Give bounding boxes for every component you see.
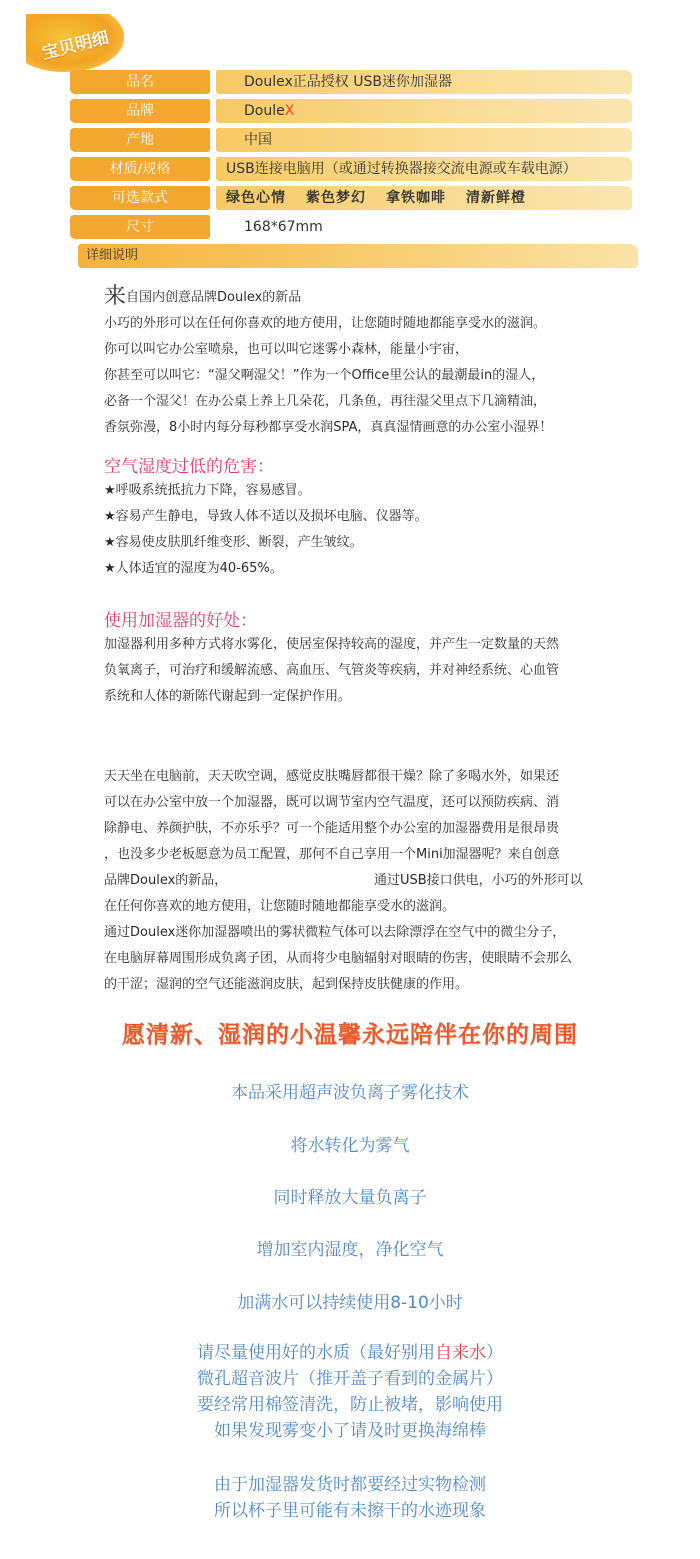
feature-line: 加满水可以持续使用8-10小时 <box>237 1293 463 1313</box>
spec-value <box>216 99 632 123</box>
spec-value: USB连接电脑用（或通过转换器接交流电源或车载电源） <box>216 157 632 181</box>
benefit-line: 加湿器利用多种方式将水雾化，使居室保持较高的湿度，并产生一定数量的天然 <box>104 637 560 652</box>
spec-row-styles <box>70 186 632 210</box>
story-line-right: 通过USB接口供电，小巧的外形可以 <box>374 873 583 888</box>
story-line: 品牌Doulex的新品， <box>104 873 228 888</box>
intro-line: 你可以叫它办公室喷泉，也可以叫它迷雾小森林，能量小宇宙， <box>104 342 469 357</box>
feature-line: 将水转化为雾气 <box>290 1136 410 1156</box>
style-options <box>216 186 632 210</box>
benefit-line: 系统和人体的新陈代谢起到一定保护作用。 <box>104 689 352 704</box>
spec-row-origin <box>70 128 632 152</box>
feature-line: 本品采用超声波负离子雾化技术 <box>231 1083 469 1103</box>
spec-label: 产地 <box>70 128 210 152</box>
story-line: 的干涩；湿润的空气还能滋润皮肤，起到保持皮肤健康的作用。 <box>104 977 469 992</box>
list-item: ★容易使皮肤肌纤维变形、断裂，产生皱纹。 <box>104 535 363 550</box>
spec-row-material <box>70 157 632 181</box>
final-note-line: 所以杯子里可能有未擦干的水迹现象 <box>214 1501 486 1521</box>
style-option: 拿铁咖啡 <box>386 190 446 206</box>
spec-value: Doulex正品授权 USB迷你加湿器 <box>216 70 632 94</box>
feature-line: 增加室内湿度，净化空气 <box>256 1240 444 1260</box>
spec-row-size <box>70 215 632 239</box>
harm-heading: 空气湿度过低的危害： <box>104 457 274 477</box>
story-line: 可以在办公室中放一个加湿器，既可以调节室内空气温度，还可以预防疾病、消 <box>104 795 560 810</box>
harm-list <box>104 478 624 582</box>
spec-label: 品牌 <box>70 99 210 123</box>
spec-label: 尺寸 <box>70 215 210 239</box>
spec-row-brand <box>70 99 632 123</box>
intro-line: 自国内创意品牌Doulex的新品 <box>126 290 302 305</box>
spec-value: 中国 <box>216 128 632 152</box>
story-line: 通过Doulex迷你加湿器喷出的雾状微粒气体可以去除漂浮在空气中的微尘分子， <box>104 925 566 940</box>
story-line: 天天坐在电脑前，天天吹空调，感觉皮肤嘴唇都很干燥？除了多喝水外，如果还 <box>104 769 560 784</box>
story-line: 在电脑屏幕周围形成负离子团，从而将少电脑辐射对眼睛的伤害，使眼睛不会那么 <box>104 951 573 966</box>
final-note-line: 由于加湿器发货时都要经过实物检测 <box>214 1475 486 1495</box>
lead-char: 来 <box>104 284 127 309</box>
badge-text: 宝贝明细 <box>40 27 112 64</box>
story-line: ，也没多少老板愿意为员工配置，那何不自己享用一个Mini加湿器呢？来自创意 <box>104 847 560 862</box>
spec-label: 材质/规格 <box>70 157 210 181</box>
story-text <box>104 764 624 998</box>
note-prefix: 请尽量使用好的水质（最好别用 <box>197 1343 435 1363</box>
list-item: ★呼吸系统抵抗力下降，容易感冒。 <box>104 483 311 498</box>
benefit-heading: 使用加湿器的好处： <box>104 611 257 631</box>
note-red: 自来水 <box>435 1343 486 1363</box>
note-line: 微孔超音波片（推开盖子看到的金属片） <box>197 1369 503 1389</box>
intro-line: 香氛弥漫，8小时内每分每秒都享受水润SPA，真真湿情画意的办公室小湿界！ <box>104 420 553 435</box>
benefit-text <box>104 632 624 710</box>
list-item: ★容易产生静电，导致人体不适以及损坏电脑、仪器等。 <box>104 509 428 524</box>
slogan: 愿清新、湿润的小温馨永远陪伴在你的周围 <box>122 1022 578 1048</box>
intro-text <box>104 284 624 441</box>
spec-label: 可选款式 <box>70 186 210 210</box>
note-line: 要经常用棉签清洗，防止被堵，影响使用 <box>197 1395 503 1415</box>
spec-row-name <box>70 70 632 94</box>
spec-label: 品名 <box>70 70 210 94</box>
spec-value: 168*67mm <box>244 219 323 235</box>
style-option: 绿色心情 <box>226 190 286 206</box>
benefit-line: 负氧离子，可治疗和缓解流感、高血压、气管炎等疾病，并对神经系统、心血管 <box>104 663 560 678</box>
detail-bar: 详细说明 <box>78 244 638 268</box>
detail-badge <box>26 14 124 72</box>
story-line: 除静电、养颜护肤，不亦乐乎？可一个能适用整个办公室的加湿器费用是很昂贵 <box>104 821 560 836</box>
style-option: 清新鲜橙 <box>466 190 526 206</box>
intro-line: 小巧的外形可以在任何你喜欢的地方使用，让您随时随地都能享受水的滋润。 <box>104 316 547 331</box>
intro-line: 你甚至可以叫它：“湿父啊湿父！”作为一个Office里公认的最潮最in的湿人， <box>104 368 545 383</box>
brand-prefix: Doule <box>244 103 285 119</box>
note-suffix: ） <box>486 1343 503 1363</box>
note-line: 如果发现雾变小了请及时更换海绵棒 <box>214 1421 486 1441</box>
story-line: 在任何你喜欢的地方使用，让您随时随地都能享受水的滋润。 <box>104 899 456 914</box>
feature-line: 同时释放大量负离子 <box>273 1188 427 1208</box>
brand-suffix: X <box>284 103 295 119</box>
list-item: ★人体适宜的湿度为40-65%。 <box>104 561 283 576</box>
intro-line: 必备一个湿父！在办公桌上养上几朵花，几条鱼，再往湿父里点下几滴精油， <box>104 394 547 409</box>
style-option: 紫色梦幻 <box>306 190 366 206</box>
note-line-water <box>0 1338 700 1363</box>
